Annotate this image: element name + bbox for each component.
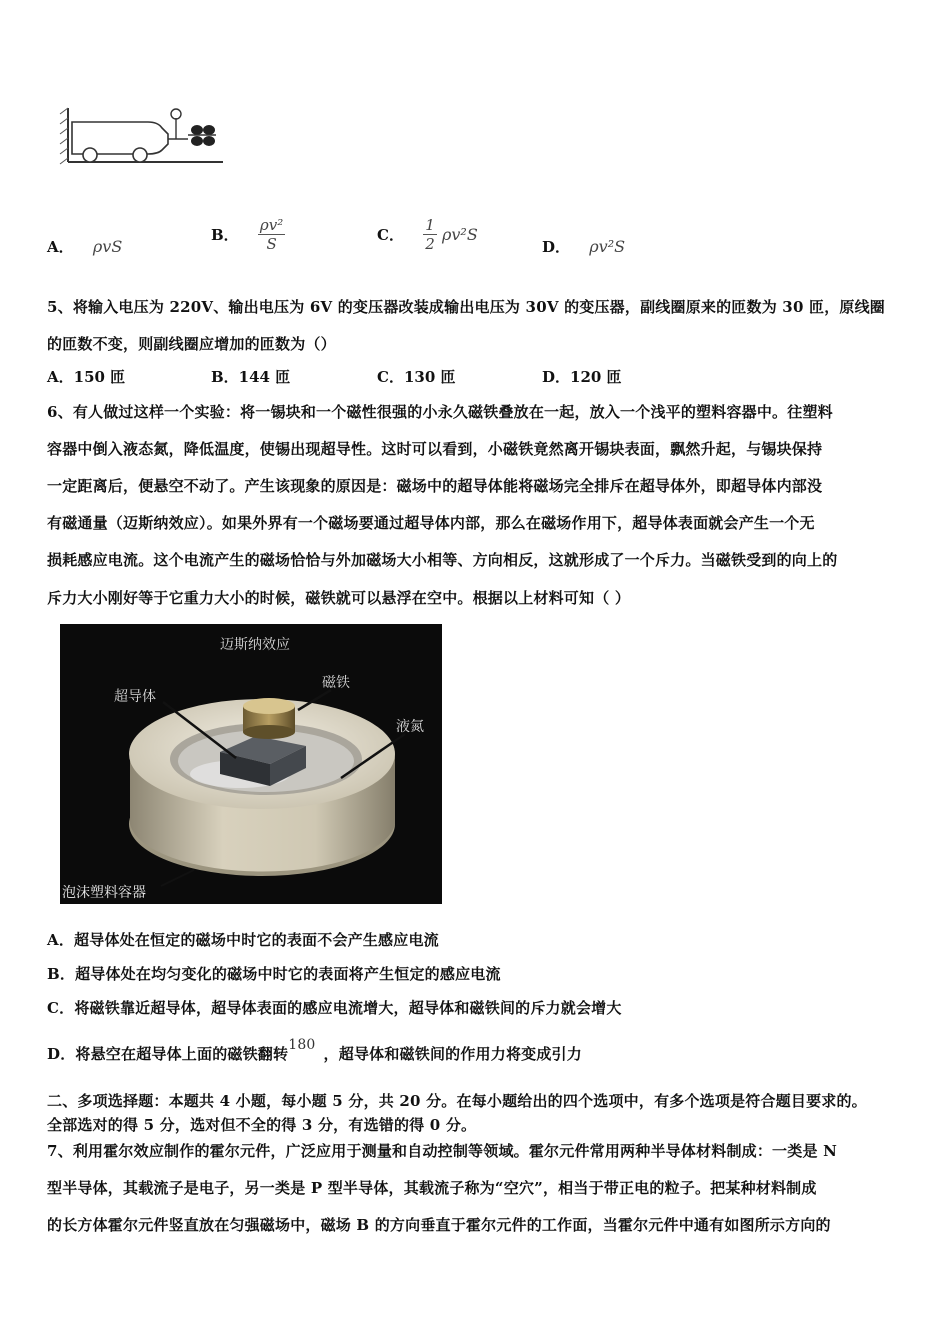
q6-stem-line-5: 损耗感应电流。这个电流产生的磁场恰恰与外加磁场大小相等、方向相反，这就形成了一个斥力。当磁铁受到的向上的: [47, 551, 838, 569]
label-magnet: 磁铁: [322, 675, 350, 691]
q6-stem-line-1: 6、有人做过这样一个实验：将一锡块和一个磁性很强的小永久磁铁叠放在一起，放入一个浅平的塑料容器中。往塑料: [47, 403, 833, 421]
label-container: 泡沫塑料容器: [62, 885, 146, 901]
q5-option-b[interactable]: B．144 匝: [211, 368, 291, 386]
meissner-figure: [60, 624, 442, 904]
q6-stem-line-3: 一定距离后，便悬空不动了。产生该现象的原因是：磁场中的超导体能将磁场完全排斥在超导体外，即超导体内部没: [47, 477, 823, 495]
q4-option-b[interactable]: B． $\frac{\text{ρv²}}{S}$: [211, 216, 284, 253]
q5-option-c[interactable]: C．130 匝: [377, 368, 456, 386]
q5-option-a[interactable]: A．150 匝: [47, 368, 126, 386]
q4-option-a[interactable]: A． ρvS: [47, 237, 123, 256]
angle-value: 180: [288, 1037, 316, 1053]
fraction-b: $\frac{\text{ρv²}}{S}$: [259, 216, 284, 253]
q6-option-b[interactable]: B．超导体处在均匀变化的磁场中时它的表面将产生恒定的感应电流: [47, 965, 501, 983]
q5-option-d[interactable]: D．120 匝: [542, 368, 622, 386]
q4-option-c[interactable]: C． $\frac{1}{2}$ ρv²S: [377, 216, 478, 253]
fraction-c: $\frac{1}{2}$: [425, 216, 435, 253]
q7-stem-line-3: 的长方体霍尔元件竖直放在匀强磁场中，磁场 B 的方向垂直于霍尔元件的工作面，当霍尔元件中通有如图所示方向的: [47, 1216, 831, 1234]
q5-stem-line-2: 的匝数不变，则副线圈应增加的匝数为（）: [47, 335, 336, 353]
label-nitrogen: 液氮: [396, 719, 424, 735]
q6-option-a[interactable]: A．超导体处在恒定的磁场中时它的表面不会产生感应电流: [47, 931, 439, 949]
label-superconductor: 超导体: [114, 689, 156, 705]
q6-option-c[interactable]: C．将磁铁靠近超导体，超导体表面的感应电流增大，超导体和磁铁间的斥力就会增大: [47, 999, 622, 1017]
section2-heading-line-2: 全部选对的得 5 分，选对但不全的得 3 分，有选错的得 0 分。: [47, 1116, 477, 1134]
q7-stem-line-1: 7、利用霍尔效应制作的霍尔元件，广泛应用于测量和自动控制等领域。霍尔元件常用两种半导体材料制成：一类是 N: [47, 1142, 837, 1160]
q6-stem-line-4: 有磁通量（迈斯纳效应）。如果外界有一个磁场要通过超导体内部，那么在磁场作用下，超导体表面就会产生一个无: [47, 514, 815, 532]
section2-heading-line-1: 二、多项选择题：本题共 4 小题，每小题 5 分，共 20 分。在每小题给出的四个选项中，有多个选项是符合题目要求的。: [47, 1092, 867, 1110]
q5-stem-line-1: 5、将输入电压为 220V、输出电压为 6V 的变压器改装成输出电压为 30V 的变压器，副线圈原来的匝数为 30 匝，原线圈: [47, 298, 886, 316]
q6-option-d[interactable]: D．将悬空在超导体上面的磁铁翻转180 ，超导体和磁铁间的作用力将变成引力: [47, 1037, 582, 1063]
q6-stem-line-2: 容器中倒入液态氮，降低温度，使锡出现超导性。这时可以看到，小磁铁竟然离开锡块表面，飘然升起，与锡块保持: [47, 440, 823, 458]
figure-title: 迈斯纳效应: [220, 637, 290, 653]
cart-figure: [58, 100, 228, 170]
q7-stem-line-2: 型半导体，其载流子是电子，另一类是 P 型半导体，其载流子称为“空穴”，相当于带正电的粒子。把某种材料制成: [47, 1179, 817, 1197]
q4-option-d[interactable]: D． ρv²S: [542, 237, 626, 256]
q6-stem-line-6: 斥力大小刚好等于它重力大小的时候，磁铁就可以悬浮在空中。根据以上材料可知（ ）: [47, 589, 631, 607]
meissner-illustration: [60, 624, 442, 904]
